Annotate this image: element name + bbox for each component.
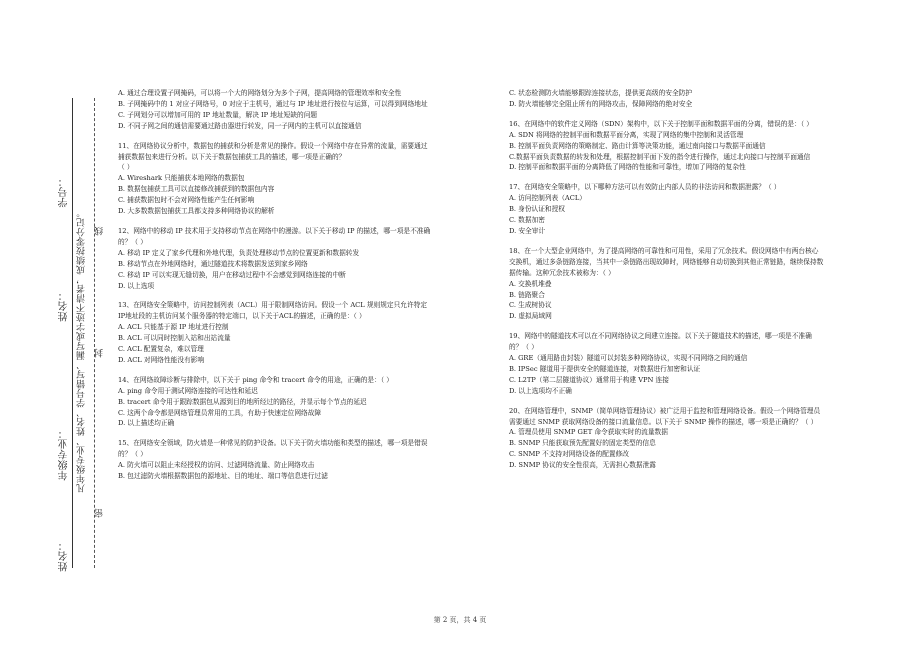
question-line: B. 身份认证和授权 (509, 205, 565, 214)
seal-xian: 线 (95, 226, 105, 236)
question-block-19 (509, 331, 824, 396)
question-line: D. 以上选项 (118, 281, 155, 290)
question-line: （ ） (118, 163, 134, 172)
question-line: D. 安全审计 (509, 226, 546, 235)
question-line: B. tracert 命令用于跟踪数据包从源到目的地所经过的路径，并显示每个节点的延迟 (118, 397, 367, 406)
question-line: 12、网络中的移动 IP 技术用于支持移动节点在网络中的漫游。以下关于移动 IP 的描述，哪一项是不准确的？（ ） (118, 226, 431, 246)
question-line: D. 防火墙能够完全阻止所有的网络攻击，保障网络的绝对安全 (509, 99, 693, 108)
question-line: D. SNMP 协议的安全性很高，无需担心数据泄露 (509, 461, 656, 470)
question-line: D. 虚拟局域网 (509, 312, 552, 321)
binding-line-inner (94, 98, 95, 568)
question-line: A. 防火墙可以阻止未经授权的访问、过滤网络流量、防止网络攻击 (118, 461, 315, 470)
right-column (509, 88, 824, 471)
question-line: 14、在网络故障诊断与排除中，以下关于 ping 命令和 tracert 命令的用途，正确的是：（ ） (118, 375, 393, 384)
question-line: A. GRE（通用路由封装）隧道可以封装多种网络协议，实现不同网络之间的通信 (509, 354, 748, 363)
question-line: 19、网络中的隧道技术可以在不同网络协议之间建立连接。以下关于隧道技术的描述，哪一项是不准确的？（ ） (509, 332, 812, 352)
question-block-18 (509, 246, 824, 322)
question-line: B. 数据包捕获工具可以直接修改捕获到的数据包内容 (118, 185, 275, 194)
question-line: C. 移动 IP 可以实现无缝切换，用户在移动过程中不会感觉到网络连接的中断 (118, 270, 346, 279)
question-line: A. SDN 将网络的控制平面和数据平面分离，实现了网络的集中控制和灵活管理 (509, 130, 744, 139)
question-line: B. 移动节点在外地网络时，通过隧道技术将数据发送到家乡网络 (118, 259, 308, 268)
question-block-10-options (118, 88, 433, 132)
binding-margin (58, 98, 108, 572)
question-line: A. 访问控制列表（ACL） (509, 194, 586, 203)
seal-feng: 封 (95, 348, 105, 358)
question-block-15 (118, 438, 433, 482)
question-line: 17、在网络安全策略中，以下哪种方法可以有效防止内部人员的非法访问和数据泄露？（ ） (509, 183, 781, 192)
question-line: A. Wireshark 只能捕获本地网络的数据包 (118, 174, 245, 183)
question-line: D. 大多数数据包捕获工具都支持多种网络协议的解析 (118, 207, 275, 216)
binding-line-outer (72, 98, 73, 568)
question-line: D. ACL 对网络性能没有影响 (118, 355, 205, 364)
question-line: 15、在网络安全领域，防火墙是一种常见的防护设备。以下关于防火墙功能和类型的描述，哪一项是错误的？（ ） (118, 439, 428, 459)
question-line: C. 数据加密 (509, 216, 545, 225)
question-block-20 (509, 406, 824, 471)
question-line: A. ping 命令用于测试网络连接的可达性和延迟 (118, 386, 258, 395)
page-footer: 第 2 页，共 4 页 (433, 616, 487, 624)
question-line: 16、在网络中的软件定义网络（SDN）架构中，以下关于控制平面和数据平面的分离，错误的是：（ ） (509, 119, 813, 128)
question-line: A. 管理员使用 SNMP GET 命令获取实时的流量数据 (509, 428, 668, 437)
question-line: C. 生成树协议 (509, 301, 552, 310)
question-line: A. 移动 IP 定义了家乡代理和外地代理，负责处理移动节点的位置更新和数据转发 (118, 248, 360, 257)
question-line: 18、在一个大型企业网络中，为了提高网络的可靠性和可用性，采用了冗余技术。假设网络中有两台核心交换机，通过多条链路连接，当其中一条链路出现故障时，网络能够自动切换到其他正常链路，继续保持数据传输。这种冗余技术被称为：（ ） (509, 246, 824, 277)
question-block-15-continued (509, 88, 824, 110)
question-line: A. 通过合理设置子网掩码，可以将一个大的网络划分为多个子网，提高网络的管理效率和安全性 (118, 89, 402, 97)
question-line: C.数据平面负责数据的转发和处理，根据控制平面下发的指令进行操作，通过北向接口与控制平面通信 (509, 152, 811, 161)
question-block-11 (118, 141, 433, 217)
question-block-17 (509, 182, 824, 237)
question-line: D. 以上描述均正确 (118, 419, 175, 428)
question-line: C. 捕获数据包时不会对网络性能产生任何影响 (118, 196, 255, 205)
question-block-16 (509, 119, 824, 174)
question-line: C. 这两个命令都是网络管理员常用的工具，有助于快速定位网络故障 (118, 408, 322, 417)
name-label: 姓名： (59, 290, 70, 322)
question-line: D. 以上选项均不正确 (509, 386, 572, 395)
school-number-label: 学号： (59, 176, 70, 208)
question-line: 11、在网络协议分析中，数据包的捕获和分析是常见的操作。假设一个网络中存在异常的流量，需要通过捕获数据包来进行分析。以下关于数据包捕获工具的描述，哪一项是正确的？ (118, 141, 428, 161)
question-line: D. 不同子网之间的通信需要通过路由器进行转发，同一子网内的主机可以直接通信 (118, 121, 362, 130)
major-label: 年级专业： (59, 428, 70, 481)
question-line: A. 交换机堆叠 (509, 279, 552, 288)
seal-mi: 密 (95, 508, 105, 518)
question-line: A. ACL 只能基于源 IP 地址进行控制 (118, 323, 229, 332)
question-line: B. 包过滤防火墙根据数据包的源地址、目的地址、端口等信息进行过滤 (118, 472, 328, 481)
question-line: C. 子网划分可以增加可用的 IP 地址数量，解决 IP 地址短缺的问题 (118, 110, 318, 119)
question-line: B. 链路聚合 (509, 290, 545, 299)
college-label: 姓名： (59, 540, 70, 572)
question-block-13 (118, 300, 433, 365)
question-block-12 (118, 226, 433, 291)
question-line: 13、在网络安全策略中，访问控制列表（ACL）用于限制网络访问。假设一个 ACL 规则规定只允许特定IP地址段的主机访问某个服务器的特定端口，以下关于ACL的描述，正确的是：（ ） (118, 301, 428, 321)
question-line: B. 子网掩码中的 1 对应子网络号，0 对应于主机号，通过与 IP 地址进行按位与运算，可以得到网络地址 (118, 99, 428, 108)
question-line: 20、在网络管理中，SNMP（简单网络管理协议）被广泛用于监控和管理网络设备。假设一个网络管理员需要通过 SNMP 获取网络设备的接口流量信息。以下关于 SNMP 操作的描述，哪一项是正确的？（ ） (509, 406, 821, 426)
question-line: D. 控制平面和数据平面的分离降低了网络的性能和可靠性，增加了网络的复杂性 (509, 163, 746, 172)
question-line: B. ACL 可以同时控制入站和出站流量 (118, 334, 231, 343)
question-line: C. ACL 配置复杂，难以管理 (118, 345, 204, 354)
notice-text: 凡年级专业、姓名、学号错写、漏写或字迹不清者，成绩按零分记。 (77, 208, 87, 493)
question-line: B. IPSec 隧道用于提供安全的隧道连接，对数据进行加密和认证 (509, 364, 701, 373)
question-line: B. SNMP 只能获取预先配置好的固定类型的信息 (509, 439, 656, 448)
question-line: B. 控制平面负责网络的策略制定、路由计算等决策功能，通过南向接口与数据平面通信 (509, 141, 766, 150)
question-block-14 (118, 375, 433, 430)
question-line: C. L2TP（第二层隧道协议）通常用于构建 VPN 连接 (509, 375, 669, 384)
question-line: C. SNMP 不支持对网络设备的配置修改 (509, 450, 629, 459)
question-line: C. 状态检测防火墙能够跟踪连接状态，提供更高级的安全防护 (509, 89, 693, 97)
left-column (118, 88, 433, 482)
